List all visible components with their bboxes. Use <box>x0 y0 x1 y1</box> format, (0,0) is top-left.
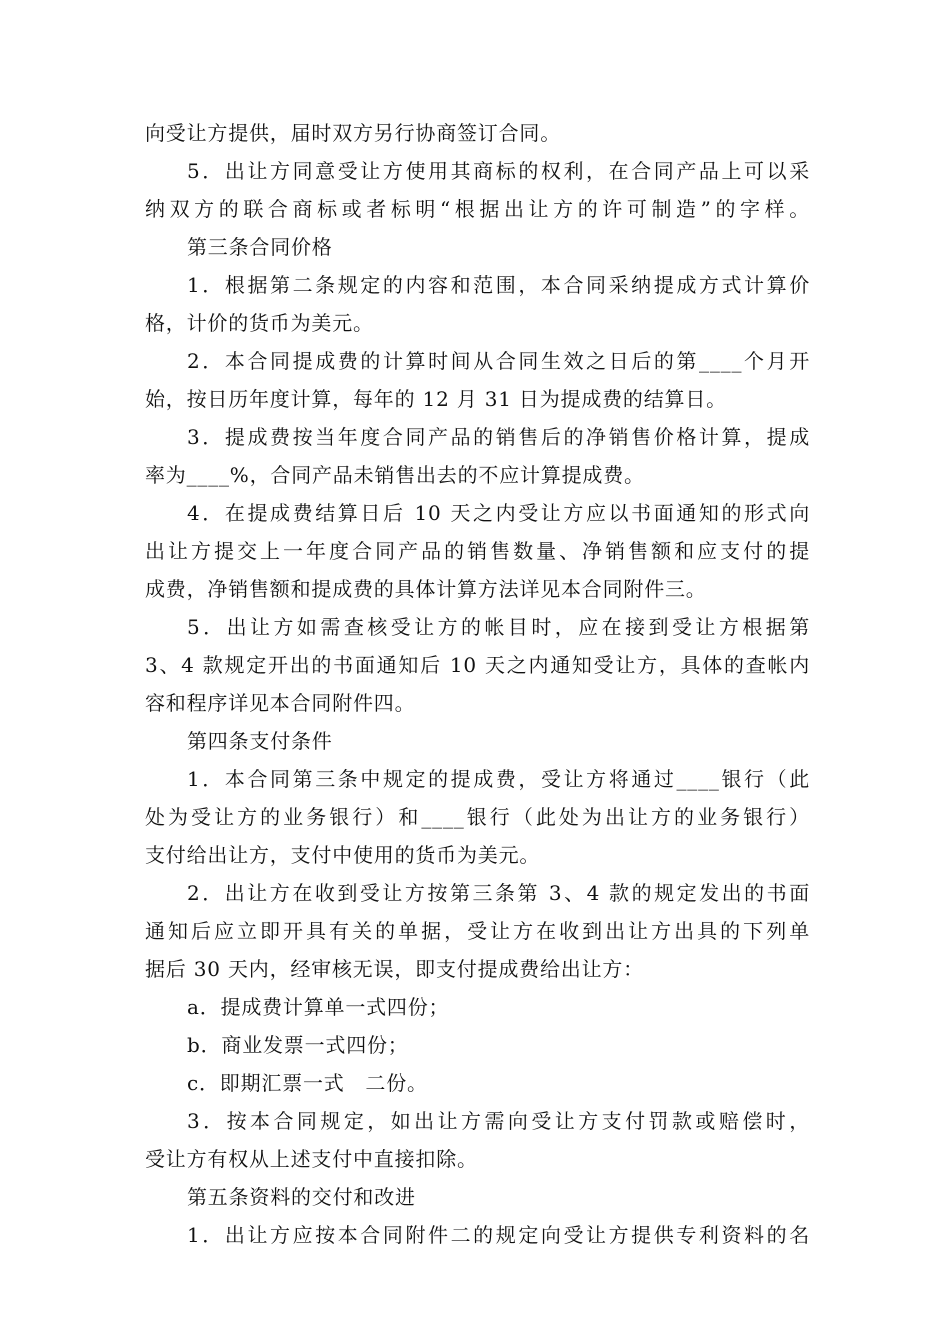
article-5-heading: 第五条资料的交付和改进 <box>187 1185 416 1209</box>
clause-4-1-line-2: 处为受让方的业务银行）和____银行（此处为出让方的业务银行） <box>145 805 810 829</box>
clause-4-2-line-2: 通知后应立即开具有关的单据，受让方在收到出让方出具的下列单 <box>145 919 810 943</box>
contract-text <box>145 114 810 1254</box>
clause-4-1-line-1: 1．本合同第三条中规定的提成费，受让方将通过____银行（此 <box>187 767 810 791</box>
clause-4-3-line-2: 受让方有权从上述支付中直接扣除。 <box>145 1147 478 1171</box>
clause-4-1-line-3: 支付给出让方，支付中使用的货币为美元。 <box>145 843 541 867</box>
article-3-heading: 第三条合同价格 <box>187 235 333 259</box>
list-item-b: b．商业发票一式四份； <box>187 1033 409 1057</box>
clause-3-3-line-2: 率为____%，合同产品未销售出去的不应计算提成费。 <box>145 463 645 487</box>
clause-3-1-line-2: 格，计价的货币为美元。 <box>145 311 374 335</box>
clause-3-5-line-2: 3、4 款规定开出的书面通知后 10 天之内通知受让方，具体的查帐内 <box>145 653 810 677</box>
list-item-a: a．提成费计算单一式四份； <box>187 995 450 1019</box>
clause-3-5-line-3: 容和程序详见本合同附件四。 <box>145 691 416 715</box>
paragraph-line: 向受让方提供，届时双方另行协商签订合同。 <box>145 121 561 145</box>
clause-3-4-line-1: 4．在提成费结算日后 10 天之内受让方应以书面通知的形式向 <box>187 501 810 525</box>
clause-3-2-line-1: 2．本合同提成费的计算时间从合同生效之日后的第____个月开 <box>187 349 810 373</box>
clause-5-1-line-1: 1．出让方应按本合同附件二的规定向受让方提供专利资料的名 <box>187 1223 810 1247</box>
clause-2-5-line-1: 5．出让方同意受让方使用其商标的权利，在合同产品上可以采 <box>187 159 810 183</box>
list-item-c: c．即期汇票一式 二份。 <box>187 1071 428 1095</box>
clause-3-3-line-1: 3．提成费按当年度合同产品的销售后的净销售价格计算，提成 <box>187 425 810 449</box>
clause-4-3-line-1: 3．按本合同规定，如出让方需向受让方支付罚款或赔偿时， <box>187 1109 810 1133</box>
clause-3-4-line-2: 出让方提交上一年度合同产品的销售数量、净销售额和应支付的提 <box>145 539 810 563</box>
clause-4-2-line-1: 2．出让方在收到受让方按第三条第 3、4 款的规定发出的书面 <box>187 881 810 905</box>
clause-3-5-line-1: 5．出让方如需查核受让方的帐目时，应在接到受让方根据第 <box>187 615 810 639</box>
article-4-heading: 第四条支付条件 <box>187 729 333 753</box>
clause-2-5-line-2: 纳双方的联合商标或者标明“根据出让方的许可制造”的字样。 <box>145 197 810 221</box>
clause-3-4-line-3: 成费，净销售额和提成费的具体计算方法详见本合同附件三。 <box>145 577 707 601</box>
clause-3-1-line-1: 1．根据第二条规定的内容和范围，本合同采纳提成方式计算价 <box>187 273 810 297</box>
clause-4-2-line-3: 据后 30 天内，经审核无误，即支付提成费给出让方： <box>145 957 644 981</box>
clause-3-2-line-2: 始，按日历年度计算，每年的 12 月 31 日为提成费的结算日。 <box>145 387 727 411</box>
